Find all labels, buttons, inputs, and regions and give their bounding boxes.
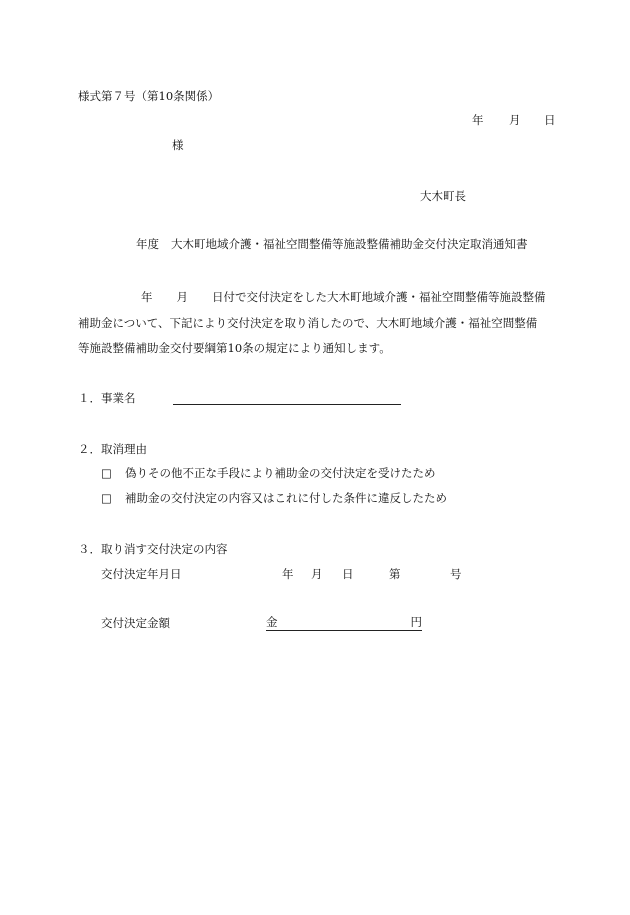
body-line-3: 等施設整備補助金交付要綱第10条の規定により通知します。 xyxy=(78,341,391,355)
body-line-2: 補助金について、下記により交付決定を取り消したので、大木町地域介護・福祉空間整備 xyxy=(78,316,538,330)
reason-option-2 xyxy=(101,490,447,506)
section-2-label: ２．取消理由 xyxy=(78,442,147,456)
reason-option-1 xyxy=(101,465,436,481)
title-prefix: 年度 xyxy=(136,237,159,251)
date-month-label: 月 xyxy=(509,113,521,127)
decision-date-year: 年 xyxy=(282,567,294,581)
body-year: 年 xyxy=(141,290,153,304)
reason-1-checkbox[interactable]: □ xyxy=(101,466,112,480)
decision-date-day: 日 xyxy=(342,567,354,581)
body-line-1 xyxy=(141,289,546,305)
amount-suffix: 円 xyxy=(410,615,422,629)
reason-2-text: 補助金の交付決定の内容又はこれに付した条件に違反したため xyxy=(125,491,447,505)
reason-1-text: 偽りその他不正な手段により補助金の交付決定を受けたため xyxy=(125,466,436,480)
reason-2-checkbox[interactable]: □ xyxy=(101,491,112,505)
decision-number-prefix: 第 xyxy=(389,567,401,581)
title-text: 大木町地域介護・福祉空間整備等施設整備補助金交付決定取消通知書 xyxy=(171,237,528,251)
project-name-field[interactable] xyxy=(173,390,401,405)
amount-prefix: 金 xyxy=(266,615,278,629)
decision-amount-field[interactable] xyxy=(266,614,422,631)
decision-amount-label: 交付決定金額 xyxy=(101,616,170,630)
document-title xyxy=(136,236,528,252)
decision-number-suffix: 号 xyxy=(450,567,462,581)
body-month: 月 xyxy=(176,290,188,304)
date-day-label: 日 xyxy=(544,113,556,127)
decision-date-month: 月 xyxy=(311,567,323,581)
addressee-suffix: 様 xyxy=(172,138,184,152)
body-line-1-text: 日付で交付決定をした大木町地域介護・福祉空間整備等施設整備 xyxy=(212,290,546,304)
sender: 大木町長 xyxy=(420,189,466,203)
section-1-label: １．事業名 xyxy=(78,391,136,405)
date-year-label: 年 xyxy=(472,113,484,127)
section-3-label: ３．取り消す交付決定の内容 xyxy=(78,542,228,556)
form-number: 様式第７号（第10条関係） xyxy=(78,89,220,103)
decision-date-label: 交付決定年月日 xyxy=(101,567,182,581)
